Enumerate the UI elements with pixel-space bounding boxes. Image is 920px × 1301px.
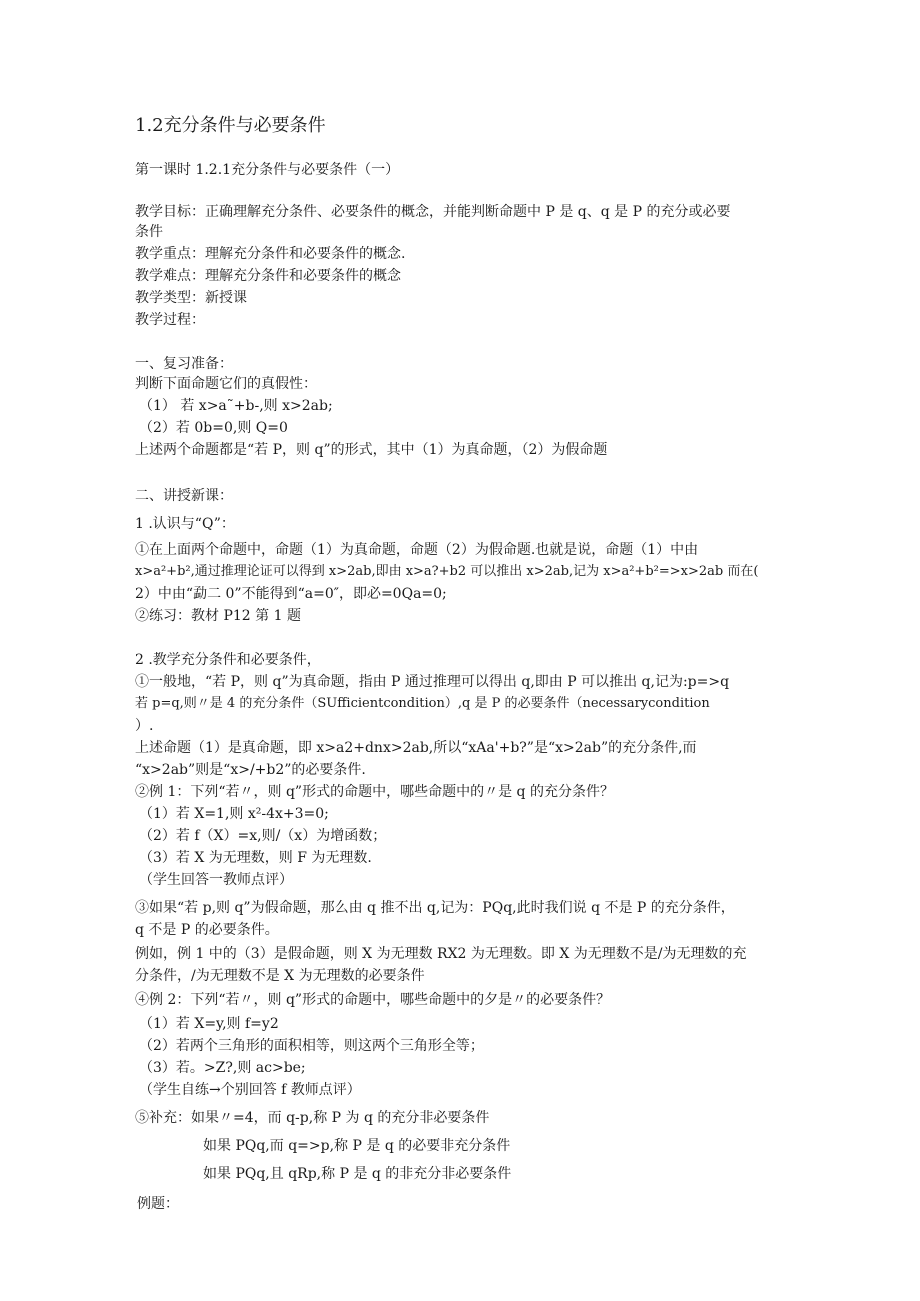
section-2-paragraph: “x>2ab”则是“x>/+b2”的必要条件.: [135, 762, 366, 778]
section-2-paragraph: 若 p=q,则〃是 4 的充分条件（SUfficientcondition）,q 是 P 的必要条件（necessarycondition: [135, 696, 710, 711]
example-1-title: ②例 1：下列“若〃，则 q”形式的命题中，哪些命题中的〃是 q 的充分条件？: [135, 784, 614, 800]
section-1-paragraph: x>a²+b²,通过推理论证可以得到 x>2ab,即由 x>a?+b2 可以推出 x>2ab,记为 x>a²+b²=>x>2ab 而在(: [135, 564, 759, 579]
example-1-item: （3）若 X 为无理数，则 F 为无理数.: [139, 850, 372, 866]
supplement-line: ⑤补充：如果〃=4，而 q-p,称 P 为 q 的充分非必要条件: [135, 1110, 490, 1126]
example-2-title: ④例 2：下列“若〃，则 q”形式的命题中，哪些命题中的夕是〃的必要条件？: [135, 992, 611, 1008]
teaching-goal-line: 教学目标：正确理解充分条件、必要条件的概念，并能判断命题中 P 是 q、q 是 P 的充分或必要: [135, 204, 731, 220]
section-1-title: 1 .认识与“Q”：: [135, 516, 235, 532]
teaching-goal-line: 条件: [135, 224, 163, 240]
example-label: 例题：: [137, 1196, 179, 1212]
teaching-type: 教学类型：新授课: [135, 290, 247, 306]
supplement-line: 如果 PQq,且 qRp,称 P 是 q 的非充分非必要条件: [203, 1166, 512, 1182]
example-2-item: （2）若两个三角形的面积相等，则这两个三角形全等；: [139, 1038, 484, 1054]
teaching-difficulty: 教学难点：理解充分条件和必要条件的概念: [135, 268, 401, 284]
example-2-note: （学生自练→个别回答 f 教师点评）: [139, 1082, 361, 1098]
section-3-paragraph: 例如，例 1 中的（3）是假命题，则 X 为无理数 RX2 为无理数。即 X 为无理数不是/为无理数的充: [135, 946, 747, 962]
review-summary: 上述两个命题都是“若 P，则 q”的形式，其中（1）为真命题，（2）为假命题: [135, 442, 608, 458]
lesson-subtitle: 第一课时 1.2.1充分条件与必要条件（一）: [135, 162, 400, 178]
example-2-item: （1）若 X=y,则 f=y2: [139, 1016, 279, 1032]
section-1-exercise: ②练习：教材 P12 第 1 题: [135, 608, 301, 624]
review-intro: 判断下面命题它们的真假性：: [135, 376, 317, 392]
section-1-paragraph: 2）中由“勐二 0”不能得到“a=0″，即必=0Qa=0;: [135, 586, 447, 602]
section-3-paragraph: 分条件，/为无理数不是 X 为无理数的必要条件: [135, 968, 425, 984]
review-heading: 一、复习准备：: [135, 356, 233, 372]
section-3-paragraph: ③如果“若 p,则 q”为假命题，那么由 q 推不出 q,记为：PQq,此时我们说 q 不是 P 的充分条件，: [135, 900, 735, 916]
document-title: 1.2充分条件与必要条件: [135, 115, 326, 136]
section-2-paragraph: 上述命题（1）是真命题，即 x>a2+dnx>2ab,所以“xAa'+b?”是“x>2ab”的充分条件,而: [135, 740, 697, 756]
example-1-item: （1）若 X=1,则 x²-4x+3=0;: [139, 806, 329, 822]
review-item: （1） 若 x>a˜+b-,则 x>2ab;: [139, 398, 333, 414]
example-1-item: （2）若 f（X）=x,则/（x）为增函数；: [139, 828, 387, 844]
section-2-paragraph: ①一般地，“若 P，则 q”为真命题，指由 P 通过推理可以得出 q,即由 P 可以推出 q,记为:p=>q: [135, 674, 730, 690]
example-1-note: （学生回答一教师点评）: [139, 872, 293, 888]
section-2-title: 2 .教学充分条件和必要条件，: [135, 652, 321, 668]
teaching-key-point: 教学重点：理解充分条件和必要条件的概念.: [135, 246, 406, 262]
section-3-paragraph: q 不是 P 的必要条件。: [135, 922, 279, 938]
supplement-line: 如果 PQq,而 q=>p,称 P 是 q 的必要非充分条件: [203, 1138, 511, 1154]
example-2-item: （3）若。>Z?,则 ac>be;: [139, 1060, 306, 1076]
section-1-paragraph: ①在上面两个命题中，命题（1）为真命题，命题（2）为假命题.也就是说，命题（1）中由: [135, 542, 699, 558]
review-item: （2）若 0b=0,则 Q=0: [139, 420, 288, 436]
teaching-process-label: 教学过程：: [135, 312, 205, 328]
section-2-paragraph: ）.: [135, 718, 154, 734]
new-lesson-heading: 二、讲授新课：: [135, 488, 233, 504]
